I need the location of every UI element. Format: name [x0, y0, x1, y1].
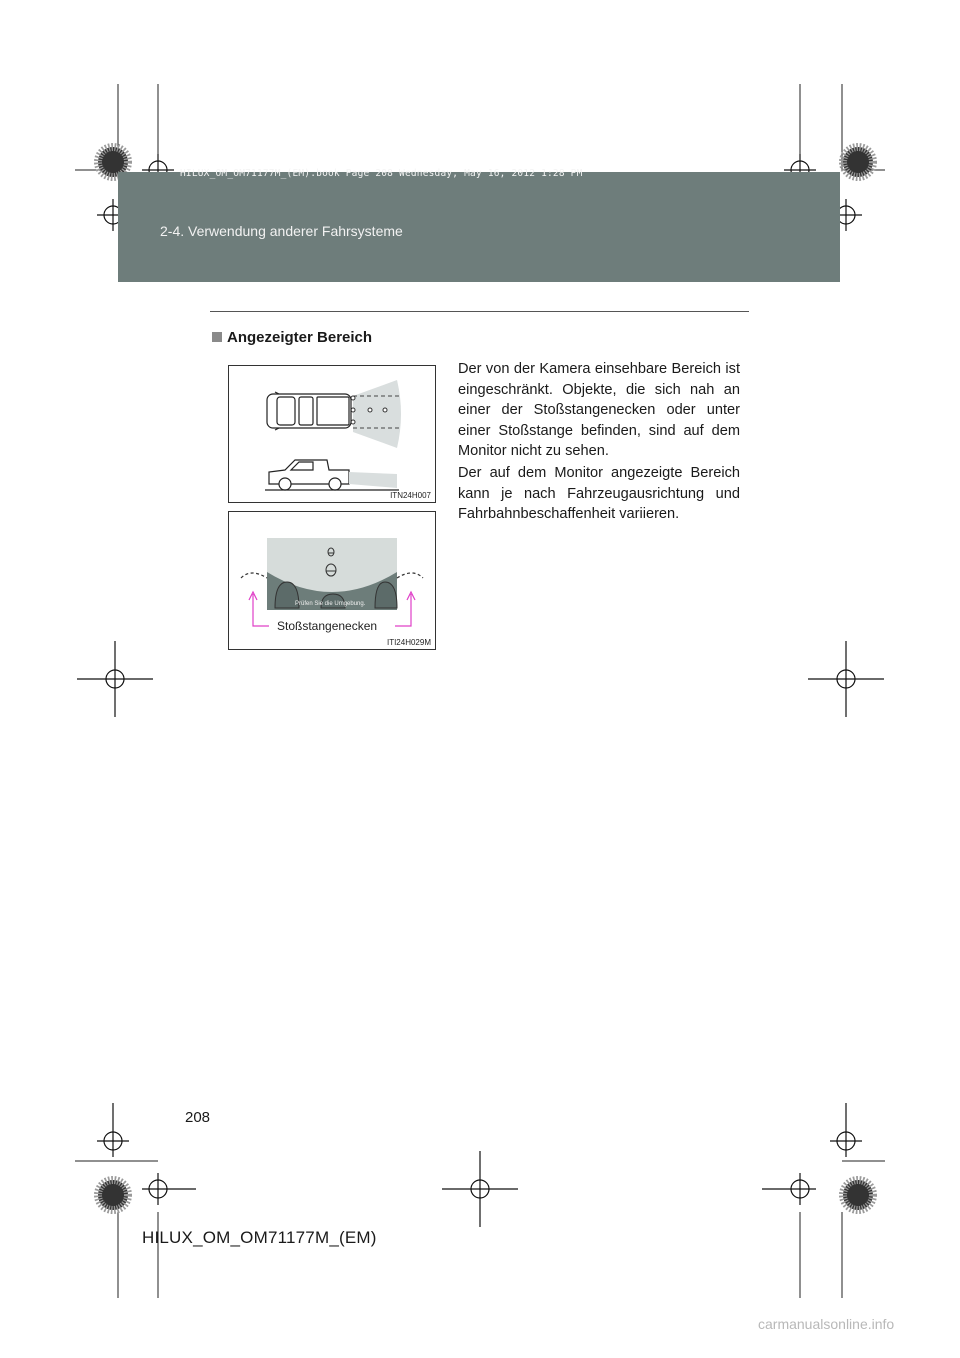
section-heading	[212, 329, 372, 346]
monitor-message: Prüfen Sie die Umgebung.	[295, 601, 366, 607]
book-stamp: HILUX_OM_OM71177M_(EM).book Page 208 Wednesday, May 16, 2012 1:28 PM	[180, 168, 583, 179]
square-bullet-icon	[212, 332, 222, 342]
section-title: 2-4. Verwendung anderer Fahrsysteme	[160, 223, 403, 239]
section-heading-text: Angezeigter Bereich	[227, 329, 373, 346]
paragraph-1: Der von der Kamera einsehbare Bereich ist eingeschränkt. Objekte, die sich nah an einer der Stoßstangenecken oder unter einer Stoßstange befinden, sind auf dem Monitor nicht zu sehen.	[458, 361, 740, 459]
figure-monitor-view	[228, 511, 436, 650]
truck-top-view-icon	[267, 392, 351, 430]
page-number: 208	[185, 1109, 211, 1126]
camera-fov-area	[353, 380, 401, 448]
figure-code: ITN24H007	[390, 491, 431, 500]
side-fov-area	[349, 472, 397, 488]
document-code: HILUX_OM_OM71177M_(EM)	[142, 1228, 377, 1247]
watermark: carmanualsonline.info	[758, 1316, 895, 1332]
paragraph-2: Der auf dem Monitor angezeigte Bereich kann je nach Fahrzeugausrichtung und Fahrbahnbeschaffenheit variieren.	[458, 465, 740, 522]
divider	[210, 311, 749, 312]
figure-code: ITI24H029M	[386, 638, 431, 647]
figure-camera-range	[228, 365, 436, 503]
camera-range-illustration	[229, 366, 435, 502]
bumper-corners-label: Stoßstangenecken	[277, 619, 378, 633]
truck-side-view-icon	[269, 460, 349, 490]
